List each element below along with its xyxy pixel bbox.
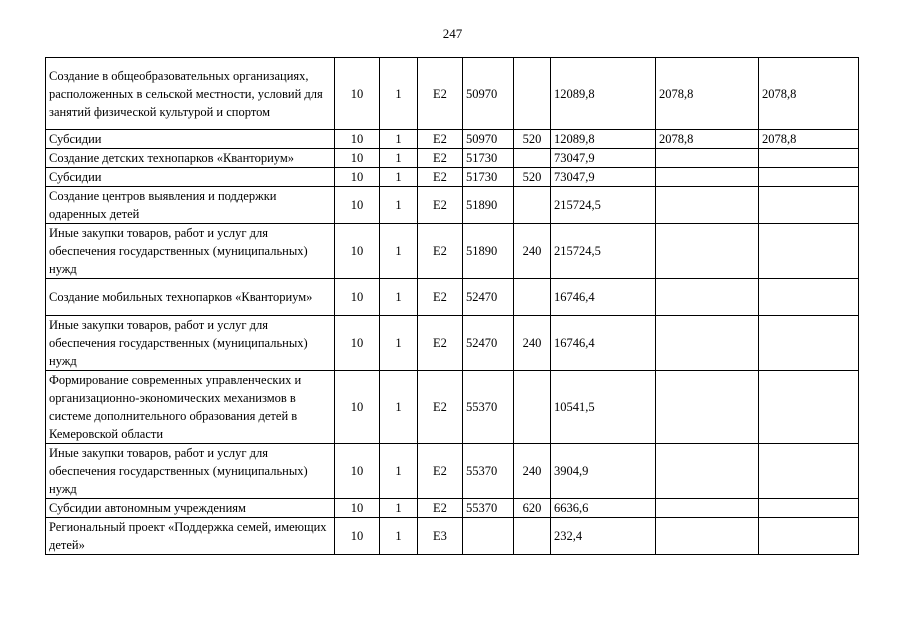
row-target: Е2 <box>418 371 463 444</box>
row-section: 10 <box>335 130 380 149</box>
row-amount-3 <box>759 371 859 444</box>
row-code <box>463 518 514 555</box>
row-expense-type: 520 <box>514 168 551 187</box>
row-section: 10 <box>335 224 380 279</box>
table-row <box>46 444 859 499</box>
row-expense-type: 240 <box>514 316 551 371</box>
row-section: 10 <box>335 499 380 518</box>
row-subsection: 1 <box>380 371 418 444</box>
row-section: 10 <box>335 168 380 187</box>
row-amount-3 <box>759 499 859 518</box>
row-amount-2 <box>656 224 759 279</box>
row-name: Формирование современных управленческих и организационно-экономических механизмов в системе дополнительного образования детей в Кемеровской области <box>46 371 335 444</box>
row-name: Иные закупки товаров, работ и услуг для обеспечения государственных (муниципальных) нужд <box>46 444 335 499</box>
row-target: Е2 <box>418 224 463 279</box>
row-name: Субсидии <box>46 168 335 187</box>
row-code: 51890 <box>463 224 514 279</box>
row-target: Е2 <box>418 279 463 316</box>
row-target: Е2 <box>418 130 463 149</box>
row-amount-1: 16746,4 <box>551 279 656 316</box>
row-target: Е2 <box>418 168 463 187</box>
row-expense-type <box>514 371 551 444</box>
row-code: 51890 <box>463 187 514 224</box>
row-amount-3 <box>759 444 859 499</box>
row-amount-3 <box>759 149 859 168</box>
table-row <box>46 168 859 187</box>
table-row <box>46 224 859 279</box>
page-number: 247 <box>442 26 463 41</box>
row-section: 10 <box>335 187 380 224</box>
row-code: 50970 <box>463 130 514 149</box>
row-name: Создание детских технопарков «Кванториум» <box>46 149 335 168</box>
row-name: Субсидии автономным учреждениям <box>46 499 335 518</box>
row-amount-3 <box>759 518 859 555</box>
row-amount-2 <box>656 499 759 518</box>
row-amount-1: 16746,4 <box>551 316 656 371</box>
row-code: 55370 <box>463 444 514 499</box>
row-target: Е2 <box>418 149 463 168</box>
row-amount-3: 2078,8 <box>759 58 859 130</box>
row-amount-1: 10541,5 <box>551 371 656 444</box>
row-expense-type: 520 <box>514 130 551 149</box>
table-row <box>46 499 859 518</box>
row-target: Е2 <box>418 444 463 499</box>
row-section: 10 <box>335 279 380 316</box>
row-amount-1: 12089,8 <box>551 130 656 149</box>
row-section: 10 <box>335 444 380 499</box>
row-amount-2 <box>656 168 759 187</box>
row-amount-2 <box>656 518 759 555</box>
row-amount-1: 73047,9 <box>551 149 656 168</box>
row-subsection: 1 <box>380 187 418 224</box>
row-section: 10 <box>335 316 380 371</box>
row-code: 50970 <box>463 58 514 130</box>
row-name: Создание в общеобразовательных организациях, расположенных в сельской местности, условий для занятий физической культурой и спортом <box>46 58 335 130</box>
row-amount-3 <box>759 187 859 224</box>
row-amount-2 <box>656 279 759 316</box>
row-target: Е3 <box>418 518 463 555</box>
row-amount-2 <box>656 444 759 499</box>
row-code: 55370 <box>463 499 514 518</box>
row-expense-type: 240 <box>514 444 551 499</box>
row-expense-type <box>514 279 551 316</box>
row-section: 10 <box>335 518 380 555</box>
row-amount-2 <box>656 371 759 444</box>
row-subsection: 1 <box>380 224 418 279</box>
row-target: Е2 <box>418 58 463 130</box>
table-row <box>46 279 859 316</box>
row-subsection: 1 <box>380 149 418 168</box>
row-amount-1: 232,4 <box>551 518 656 555</box>
row-target: Е2 <box>418 499 463 518</box>
row-expense-type <box>514 518 551 555</box>
row-code: 55370 <box>463 371 514 444</box>
row-subsection: 1 <box>380 279 418 316</box>
row-expense-type: 620 <box>514 499 551 518</box>
row-subsection: 1 <box>380 316 418 371</box>
row-amount-1: 73047,9 <box>551 168 656 187</box>
row-amount-3 <box>759 168 859 187</box>
table-row <box>46 187 859 224</box>
row-amount-2 <box>656 316 759 371</box>
row-amount-3 <box>759 316 859 371</box>
row-amount-2: 2078,8 <box>656 58 759 130</box>
row-name: Региональный проект «Поддержка семей, имеющих детей» <box>46 518 335 555</box>
table-row <box>46 371 859 444</box>
row-code: 52470 <box>463 316 514 371</box>
budget-table <box>45 57 859 555</box>
row-name: Иные закупки товаров, работ и услуг для обеспечения государственных (муниципальных) нужд <box>46 224 335 279</box>
row-amount-2: 2078,8 <box>656 130 759 149</box>
row-subsection: 1 <box>380 518 418 555</box>
table-row <box>46 518 859 555</box>
row-target: Е2 <box>418 316 463 371</box>
row-expense-type <box>514 58 551 130</box>
row-name: Создание мобильных технопарков «Кванториум» <box>46 279 335 316</box>
row-amount-1: 6636,6 <box>551 499 656 518</box>
row-amount-3 <box>759 279 859 316</box>
row-amount-2 <box>656 149 759 168</box>
row-amount-3: 2078,8 <box>759 130 859 149</box>
row-subsection: 1 <box>380 168 418 187</box>
row-code: 52470 <box>463 279 514 316</box>
row-subsection: 1 <box>380 130 418 149</box>
row-amount-1: 12089,8 <box>551 58 656 130</box>
row-amount-2 <box>656 187 759 224</box>
row-subsection: 1 <box>380 499 418 518</box>
row-name: Иные закупки товаров, работ и услуг для обеспечения государственных (муниципальных) нужд <box>46 316 335 371</box>
table-row <box>46 316 859 371</box>
row-expense-type <box>514 187 551 224</box>
row-amount-1: 215724,5 <box>551 224 656 279</box>
row-name: Субсидии <box>46 130 335 149</box>
table-row <box>46 58 859 130</box>
row-amount-1: 3904,9 <box>551 444 656 499</box>
row-expense-type <box>514 149 551 168</box>
row-section: 10 <box>335 149 380 168</box>
row-section: 10 <box>335 58 380 130</box>
row-expense-type: 240 <box>514 224 551 279</box>
row-section: 10 <box>335 371 380 444</box>
row-amount-1: 215724,5 <box>551 187 656 224</box>
table-row <box>46 149 859 168</box>
table-row <box>46 130 859 149</box>
row-subsection: 1 <box>380 444 418 499</box>
row-code: 51730 <box>463 168 514 187</box>
row-subsection: 1 <box>380 58 418 130</box>
row-code: 51730 <box>463 149 514 168</box>
row-target: Е2 <box>418 187 463 224</box>
row-name: Создание центров выявления и поддержки одаренных детей <box>46 187 335 224</box>
row-amount-3 <box>759 224 859 279</box>
